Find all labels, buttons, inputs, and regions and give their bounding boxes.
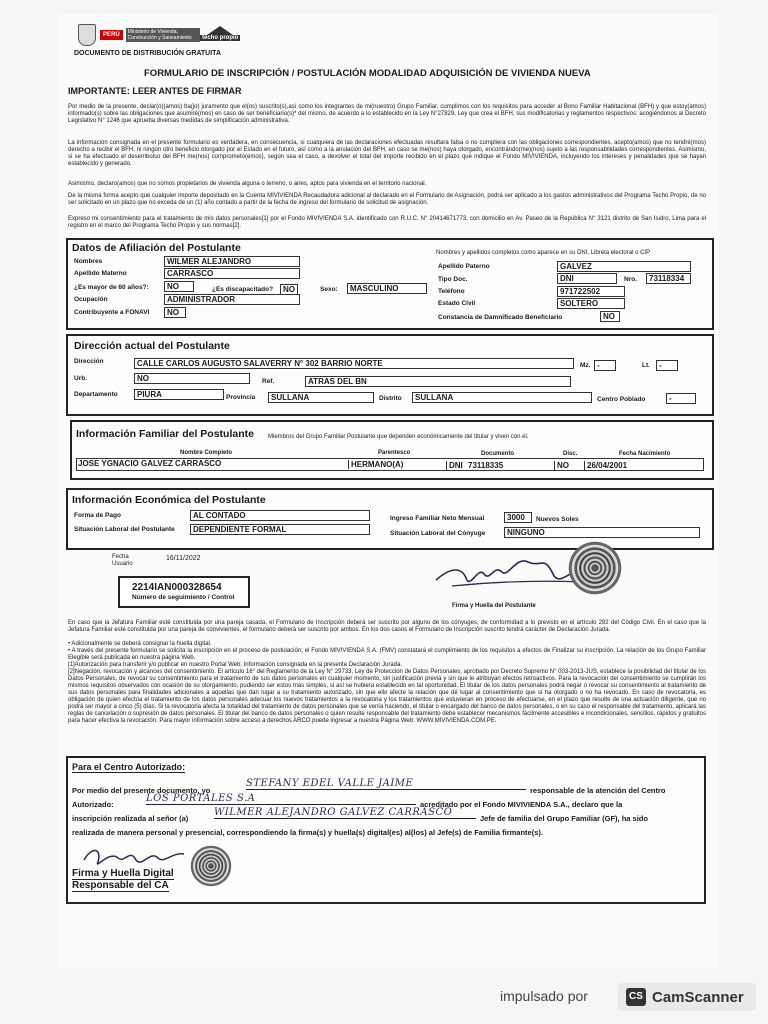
field-sexo[interactable]: MASCULINO: [347, 283, 427, 294]
field-telefono[interactable]: 971722502: [557, 286, 625, 297]
label-distrito: Distrito: [379, 395, 402, 402]
doc-type: DOCUMENTO DE DISTRIBUCIÓN GRATUITA: [74, 50, 221, 57]
field-nro[interactable]: 73118334: [646, 273, 691, 284]
field-ref[interactable]: ATRAS DEL BN: [305, 376, 571, 387]
field-forma-pago[interactable]: AL CONTADO: [190, 510, 370, 521]
centro-hand-center[interactable]: LOS PORTALES S.A: [146, 793, 416, 805]
label-tipo-doc: Tipo Doc.: [438, 276, 468, 283]
field-apellido-materno[interactable]: CARRASCO: [164, 268, 300, 279]
field-ingreso[interactable]: 3000: [504, 512, 532, 523]
responsable-fingerprint: [190, 840, 232, 892]
label-discapacitado: ¿Es discapacitado?: [212, 286, 274, 293]
centro-line1-b: responsable de la atención del Centro: [530, 786, 666, 795]
label-urb: Urb.: [74, 375, 87, 382]
field-direccion[interactable]: CALLE CARLOS AUGUSTO SALAVERRY N° 302 BARRIO NORTE: [134, 358, 574, 369]
field-provincia[interactable]: SULLANA: [268, 392, 374, 403]
afiliacion-title: Datos de Afiliación del Postulante: [72, 242, 241, 254]
fecha-value: 16/11/2022: [166, 555, 201, 562]
col-disc: Disc.: [563, 451, 578, 457]
row-fecha: 26/04/2001: [584, 461, 627, 470]
field-mayor-60[interactable]: NO: [164, 281, 194, 292]
label-apellido-paterno: Apellido Paterno: [438, 263, 490, 270]
label-situacion: Situación Laboral del Postulante: [74, 526, 175, 533]
field-damnificado[interactable]: NO: [600, 311, 620, 322]
col-fecha: Fecha Nacimiento: [619, 451, 671, 457]
peru-badge: PERÚ: [100, 30, 123, 40]
responsable-label-1: Firma y Huella Digital: [72, 868, 174, 879]
techo-propio-logo: techo propio: [200, 26, 240, 41]
label-direccion: Dirección: [74, 358, 104, 365]
camscanner-badge[interactable]: [618, 983, 756, 1011]
postulante-fingerprint: [568, 534, 622, 602]
field-lt[interactable]: -: [656, 360, 678, 371]
label-ocupacion: Ocupación: [74, 296, 108, 303]
tracking-number: 2214IAN000328654: [132, 582, 222, 593]
label-fonavi: Contribuyente a FONAVI: [74, 309, 150, 316]
field-situacion[interactable]: DEPENDIENTE FORMAL: [190, 524, 370, 535]
centro-line1-a: Por medio del presente documento, yo: [72, 786, 211, 795]
centro-title: Para el Centro Autorizado:: [72, 762, 186, 772]
field-situacion-conyuge[interactable]: NINGUNO: [504, 527, 700, 538]
centro-hand-name[interactable]: STEFANY EDEL VALLE JAIME: [246, 778, 526, 790]
label-centro-poblado: Centro Poblado: [597, 396, 646, 403]
row-parentesco: HERMANO(A): [348, 460, 403, 469]
label-ref: Ref.: [262, 378, 275, 385]
field-urb[interactable]: NO: [134, 373, 250, 384]
intro-paragraph-3: Asimismo, declaro(amos) que no somos propietarios de vivienda alguna o terreno, o aires, aptos para vivienda en el territorio nacional.: [68, 181, 427, 187]
camscanner-logo-icon: CS: [626, 988, 646, 1006]
centro-line4: realizada de manera personal y presencial, correspondiendo la firma(s) y huella(s) digital(es) al(los) al Jefe(s) de Familia firmante(s).: [72, 828, 543, 837]
form-title: FORMULARIO DE INSCRIPCIÓN / POSTULACIÓN MODALIDAD ADQUISICIÓN DE VIVIENDA NUEVA: [144, 68, 591, 79]
direccion-title: Dirección actual del Postulante: [74, 340, 230, 352]
field-nombres[interactable]: WILMER ALEJANDRO: [164, 256, 300, 267]
row-doc-tipo: DNI: [446, 461, 463, 470]
field-departamento[interactable]: PIURA: [134, 389, 224, 400]
note-4: [1]Autorización para transferir y/o publicar en nuestro Portal Web: Información consignada en la presente Declaración Jurada.: [68, 662, 403, 668]
label-sexo: Sexo:: [320, 286, 338, 293]
centro-line2-b: acreditado por el Fondo MIVIVIENDA S.A., declaro que la: [420, 800, 623, 809]
col-parentesco: Parentesco: [378, 450, 411, 456]
familiar-title: Información Familiar del Postulante: [76, 428, 254, 440]
afiliacion-note: Nombres y apellidos completos como aparece en su DNI, Libreta electoral o CIP: [436, 250, 651, 256]
label-estado-civil: Estado Civil: [438, 300, 476, 307]
label-moneda: Nuevos Soles: [536, 516, 579, 523]
centro-line3-a: inscripción realizada al señor (a): [72, 814, 189, 823]
field-estado-civil[interactable]: SOLTERO: [557, 298, 625, 309]
field-tipo-doc[interactable]: DNI: [557, 273, 617, 284]
field-apellido-paterno[interactable]: GALVEZ: [557, 261, 691, 272]
field-discapacitado[interactable]: NO: [280, 284, 298, 295]
camscanner-brand: CamScanner: [652, 988, 744, 1006]
economica-title: Información Económica del Postulante: [72, 494, 266, 506]
label-ingreso: Ingreso Familiar Neto Mensual: [390, 515, 485, 522]
field-ocupacion[interactable]: ADMINISTRADOR: [164, 294, 300, 305]
tracking-label: Número de seguimiento / Control: [132, 594, 235, 601]
row-nombre: JOSE YGNACIO GALVEZ CARRASCO: [78, 459, 222, 468]
note-1: En caso que la Jefatura Familiar esté constituida por una pareja casada, el Formulario de Inscripción deberá ser suscrito por alguno de los cónyuges, de conformidad a lo previsto en el artículo 292 del Código Civil. En el caso que la Jefatura Familiar esté constituida por una pareja de convivientes, el formulario deberá ser suscrito por ambos. En los dos casos el Formulario de Inscripción suscrito tendrá carácter de Declaración Jurada.: [68, 620, 706, 633]
label-damnificado: Constancia de Damnificado Beneficiario: [438, 314, 563, 321]
intro-paragraph-2: La información consignada en el presente formulario es verdadera, en consecuencia, si cualquiera de las declaraciones efectuadas resultara falsa o no cumpliera con las obligaciones correspondientes, acepto(amos) que no tendré(mos) derecho a recibir el BFH, ni ningún otro beneficio otorgado por el Estado en el futuro, así como a la anulación del BFH, en caso se me(nos) haya otorgado, encontrándo(me)(nos) sujeto a las responsabilidades correspondientes. Asimismo, si se ha efectuado el desembolso del BFH me(nos) comprometo(emos), según sea el caso, a devolver el total del importe recibido en el plazo que indique el Fondo MIVIVIENDA, incluyendo los intereses y penalidades que se hayan establecido y generado.: [68, 140, 706, 167]
house-icon: [207, 26, 233, 35]
centro-line2-a: Autorizado:: [72, 800, 114, 809]
field-fonavi[interactable]: NO: [164, 307, 186, 318]
col-documento: Documento: [481, 451, 514, 457]
field-distrito[interactable]: SULLANA: [412, 392, 592, 403]
label-situacion-conyuge: Situación Laboral del Cónyuge: [390, 530, 486, 537]
intro-paragraph-4: De la misma forma acepto que cualquier importe depositado en la Cuenta MIVIVIENDA Recaudadora adicional al declarado en el Formulario de Asignación, podrá ser aplicado a los gastos administrativos del Programa Techo Propio, de no ser solicitado en un plazo que no exceda de un (1) año contado a partir de la fecha de ingreso del formulario de solicitud de asignación.: [68, 193, 706, 206]
intro-paragraph-5: Expreso mi consentimiento para el tratamiento de mis datos personales[1] por el Fondo MIVIVIENDA S.A. identificado con R.U.C. N° 20414671773, con domicilio en Av. Paseo de la República N° 3121 distrito de San Isidro, Lima para el registro en el marco del Programa Techo Propio y sus normas[2].: [68, 216, 706, 229]
label-telefono: Teléfono: [438, 288, 465, 295]
label-apellido-materno: Apellido Materno: [74, 270, 127, 277]
ministry-logo: [78, 24, 200, 46]
label-mayor-60: ¿Es mayor de 60 años?:: [74, 284, 149, 291]
ministry-name: Ministerio de Vivienda, Construcción y Saneamiento: [126, 28, 200, 42]
label-nro: Nro.: [624, 276, 637, 283]
responsable-label-2: Responsable del CA: [72, 880, 169, 891]
centro-line3-b: Jefe de familia del Grupo Familiar (GF), ha sido: [480, 814, 648, 823]
centro-hand-person[interactable]: WILMER ALEJANDRO GALVEZ CARRASCO: [214, 807, 476, 819]
row-disc: NO: [554, 461, 569, 470]
field-centro-poblado[interactable]: -: [666, 393, 696, 404]
familiar-note: Miembros del Grupo Familiar Postulante que dependen económicamente del titular y viven con él.: [268, 434, 529, 440]
fecha-label: Fecha Usuario: [112, 554, 133, 567]
label-nombres: Nombres: [74, 258, 103, 265]
note-5: [2]Negación, revocación y alcances del consentimiento. El artículo 16° del Reglamento de la Ley N° 29733, Ley de Protección de Datos Personales, aprobado por Decreto Supremo N° 003-2013-JUS, establece la posibilidad del titular de los Datos Personales, de revocar su consentimiento para el tratamiento de sus datos personales en cualquier momento, sin justificación previa y sin que le atribuyan efectos retroactivos. Para la revocación del consentimiento se cumplirán los mismos requisitos observados con ocasión de su otorgamiento, pudiendo ser estos más simples, si así se hubiera establecido en tal oportunidad. El titular de los datos personales podrá negar o revocar su consentimiento al tratamiento de sus datos personales para finalidades adicionales a aquellas que dan lugar a su tratamiento autorizado, sin que ello afecte la relación que dé lugar al consentimiento que sí ha otorgado o no ha revocado. En caso de revocatoria, es obligación de quien efectúa el tratamiento de los datos personales adecuar los nuevos tratamientos a la revocatoria y los tratamientos que estuvieran en proceso de efectuarse, en el plazo que resulte de una actuación diligente, que no podrá ser mayor a cinco (5) días. Si la revocatoria afecta la totalidad del tratamiento de datos personales que se venía haciendo, el titular o encargado del banco de datos personales, o en su caso el responsable del tratamiento, aplicará las reglas de cancelación o supresión de datos personales. El titular del banco de datos personales o quien resulte responsable del tratamiento debe establecer mecanismos fácilmente accesibles e incondicionales, sencillos, rápidos y gratuitos para hacer efectiva la revocación. Para mayor información sobre acceso a derechos ARCO puede ingresar a nuestra Página Web: WWW.MIVIVIENDA.COM.PE.: [68, 669, 706, 724]
label-departamento: Departamento: [74, 391, 118, 398]
postulante-firma-label: Firma y Huella del Postulante: [452, 603, 536, 609]
intro-paragraph-1: Por medio de la presente, declar(o)(amos) ba(jo) juramento que el(os) suscrito(s),así como los integrantes de mi(nuestro) Grupo Familiar, cumplimos con los requisitos para acceder al Bono Familiar Habitacional (BFH) y que estoy(amos) informado(s) sobre las obligaciones que asumiré(mos) en caso de ser beneficiario(s)* del mismo, de acuerdo a lo establecido en la Ley N°27829, Ley que crea el BFH, sus modificatorias y reglamentos respectivos: acogiéndonos al Decreto Legislativo N° 1246 que aprueba diversas medidas de simplificación administrativa.: [68, 104, 706, 124]
label-provincia: Provincia: [226, 394, 256, 401]
note-3: • A través del presente formulario se solicita la inscripción en el proceso de postulación; el Fondo MIVIVIENDA S.A. (FMV) constatará el cumplimiento de los requisitos a efectos de Finalizar su inscripción. La relación de los Grupo Familiar Elegible será publicada en nuestra página Web.: [68, 648, 706, 661]
col-nombre: Nombre Completo: [180, 450, 233, 456]
label-lt: Lt.: [642, 362, 650, 369]
peru-shield-icon: [78, 24, 96, 46]
note-2: • Adicionalmente se deberá consignar la huella digital.: [68, 641, 212, 647]
field-mz[interactable]: -: [594, 360, 616, 371]
label-forma-pago: Forma de Pago: [74, 512, 121, 519]
powered-by-text: impulsado por: [500, 988, 588, 1004]
row-doc-nro: 73118335: [468, 461, 504, 470]
label-mz: Mz.: [580, 362, 591, 369]
important-heading: IMPORTANTE: LEER ANTES DE FIRMAR: [68, 86, 242, 96]
